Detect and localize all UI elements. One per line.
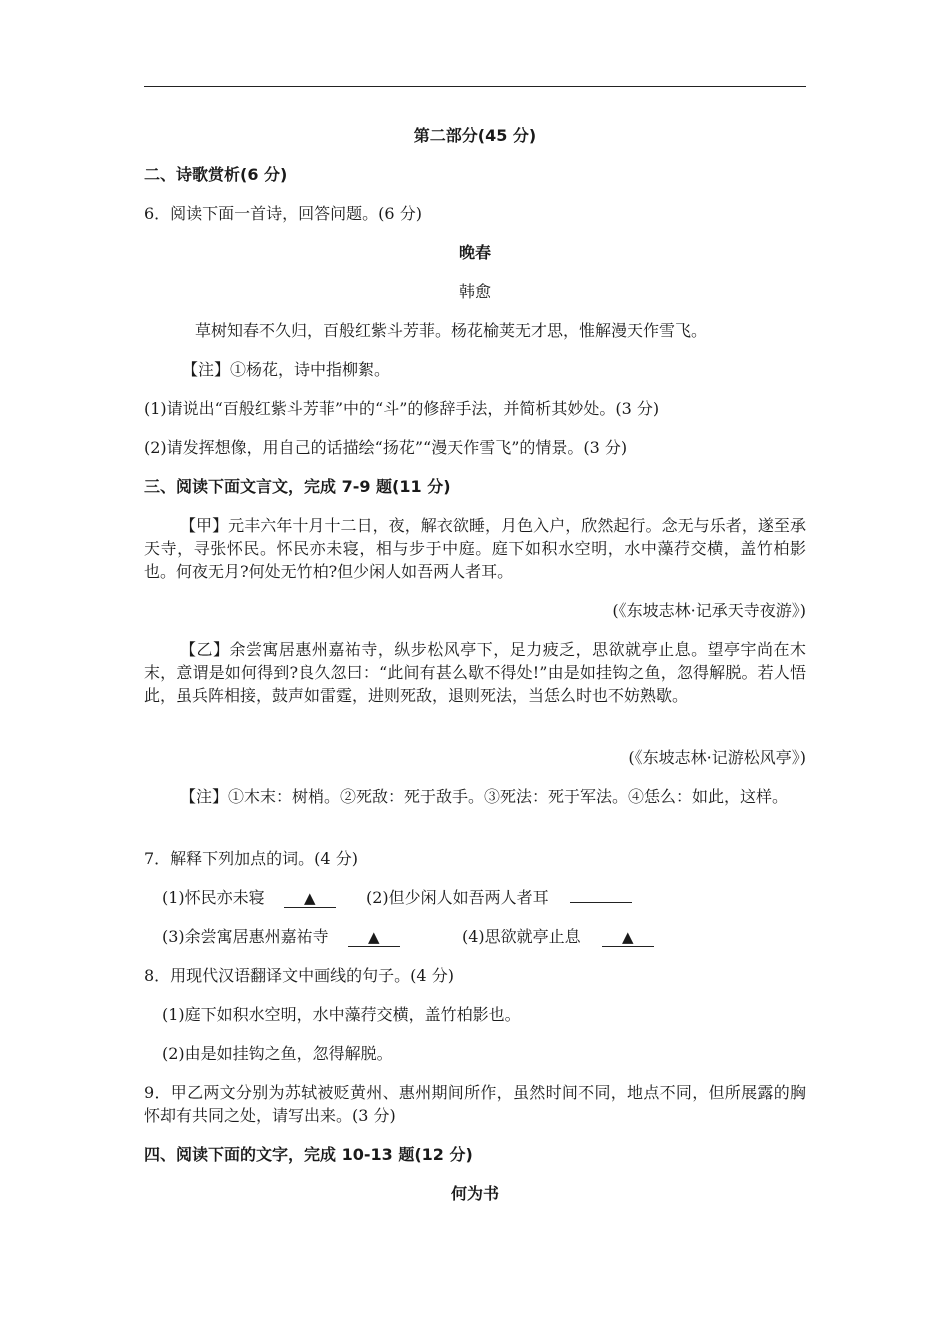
- q7-item-2-text: (2)但少闲人如吾两人者耳: [366, 888, 549, 907]
- q7-item-3-answer-blank[interactable]: ▲: [348, 928, 400, 947]
- q7-item-1: [162, 886, 336, 909]
- q7-item-2: [366, 886, 632, 909]
- passage-yi-note: 【注】①木末：树梢。②死敌：死于敌手。③死法：死于军法。④恁么：如此，这样。: [180, 787, 789, 806]
- passage-yi-source: (《东坡志林·记游松风亭》): [628, 748, 806, 767]
- section4-heading: 四、阅读下面的文字，完成 10-13 题(12 分): [144, 1145, 473, 1164]
- q8-item-2: (2)由是如挂钩之鱼，忽得解脱。: [162, 1044, 393, 1063]
- q8-item-1: (1)庭下如积水空明，水中藻荇交横，盖竹柏影也。: [162, 1005, 521, 1024]
- section2-heading: 二、诗歌赏析(6 分): [144, 165, 288, 184]
- q7-item-1-text: (1)怀民亦未寝: [162, 888, 265, 907]
- question-6-sub1: (1)请说出“百般红紫斗芳菲”中的“斗”的修辞手法，并简析其妙处。(3 分): [144, 399, 660, 418]
- passage-yi: 【乙】余尝寓居惠州嘉祐寺，纵步松风亭下，足力疲乏，思欲就亭止息。望亭宇尚在木末，意谓是如何得到?良久忽曰：“此间有甚么歇不得处!”由是如挂钩之鱼，忽得解脱。若人悟此，虽兵阵相接，鼓声如雷霆，进则死敌，退则死法，当恁么时也不妨熟歇。: [144, 640, 806, 705]
- question-8: 8．用现代汉语翻译文中画线的句子。(4 分): [144, 966, 454, 985]
- passage-jia-source: (《东坡志林·记承天寺夜游》): [612, 601, 806, 620]
- section3-heading: 三、阅读下面文言文，完成 7-9 题(11 分): [144, 477, 451, 496]
- poem-author: 韩愈: [458, 282, 491, 301]
- q7-item-2-answer-blank[interactable]: [570, 902, 632, 903]
- poem-note: 【注】①杨花，诗中指柳絮。: [182, 360, 391, 379]
- q7-item-3-text: (3)余尝寓居惠州嘉祐寺: [162, 927, 329, 946]
- poem-text: 草树知春不久归，百般红紫斗芳菲。杨花榆荚无才思，惟解漫天作雪飞。: [195, 321, 708, 340]
- article-title: 何为书: [450, 1184, 499, 1203]
- q7-item-4: [462, 925, 654, 948]
- q7-item-3: [162, 925, 400, 948]
- part-title: 第二部分(45 分): [413, 126, 537, 145]
- question-7: 7．解释下列加点的词。(4 分): [144, 849, 358, 868]
- question-9: 9．甲乙两文分别为苏轼被贬黄州、惠州期间所作，虽然时间不同，地点不同，但所展露的胸怀却有共同之处，请写出来。(3 分): [144, 1083, 806, 1125]
- top-rule: [144, 86, 806, 87]
- passage-jia: 【甲】元丰六年十月十二日，夜，解衣欲睡，月色入户，欣然起行。念无与乐者，遂至承天寺，寻张怀民。怀民亦未寝，相与步于中庭。庭下如积水空明，水中藻荇交横，盖竹柏影也。何夜无月?何处无竹柏?但少闲人如吾两人者耳。: [144, 516, 806, 581]
- question-6: 6．阅读下面一首诗，回答问题。(6 分): [144, 204, 422, 223]
- poem-title: 晚春: [458, 243, 491, 262]
- q7-item-1-answer-blank[interactable]: ▲: [284, 889, 336, 908]
- q7-item-4-answer-blank[interactable]: ▲: [602, 928, 654, 947]
- q7-item-4-text: (4)思欲就亭止息: [462, 927, 581, 946]
- question-6-sub2: (2)请发挥想像，用自己的话描绘“扬花”“漫天作雪飞”的情景。(3 分): [144, 438, 628, 457]
